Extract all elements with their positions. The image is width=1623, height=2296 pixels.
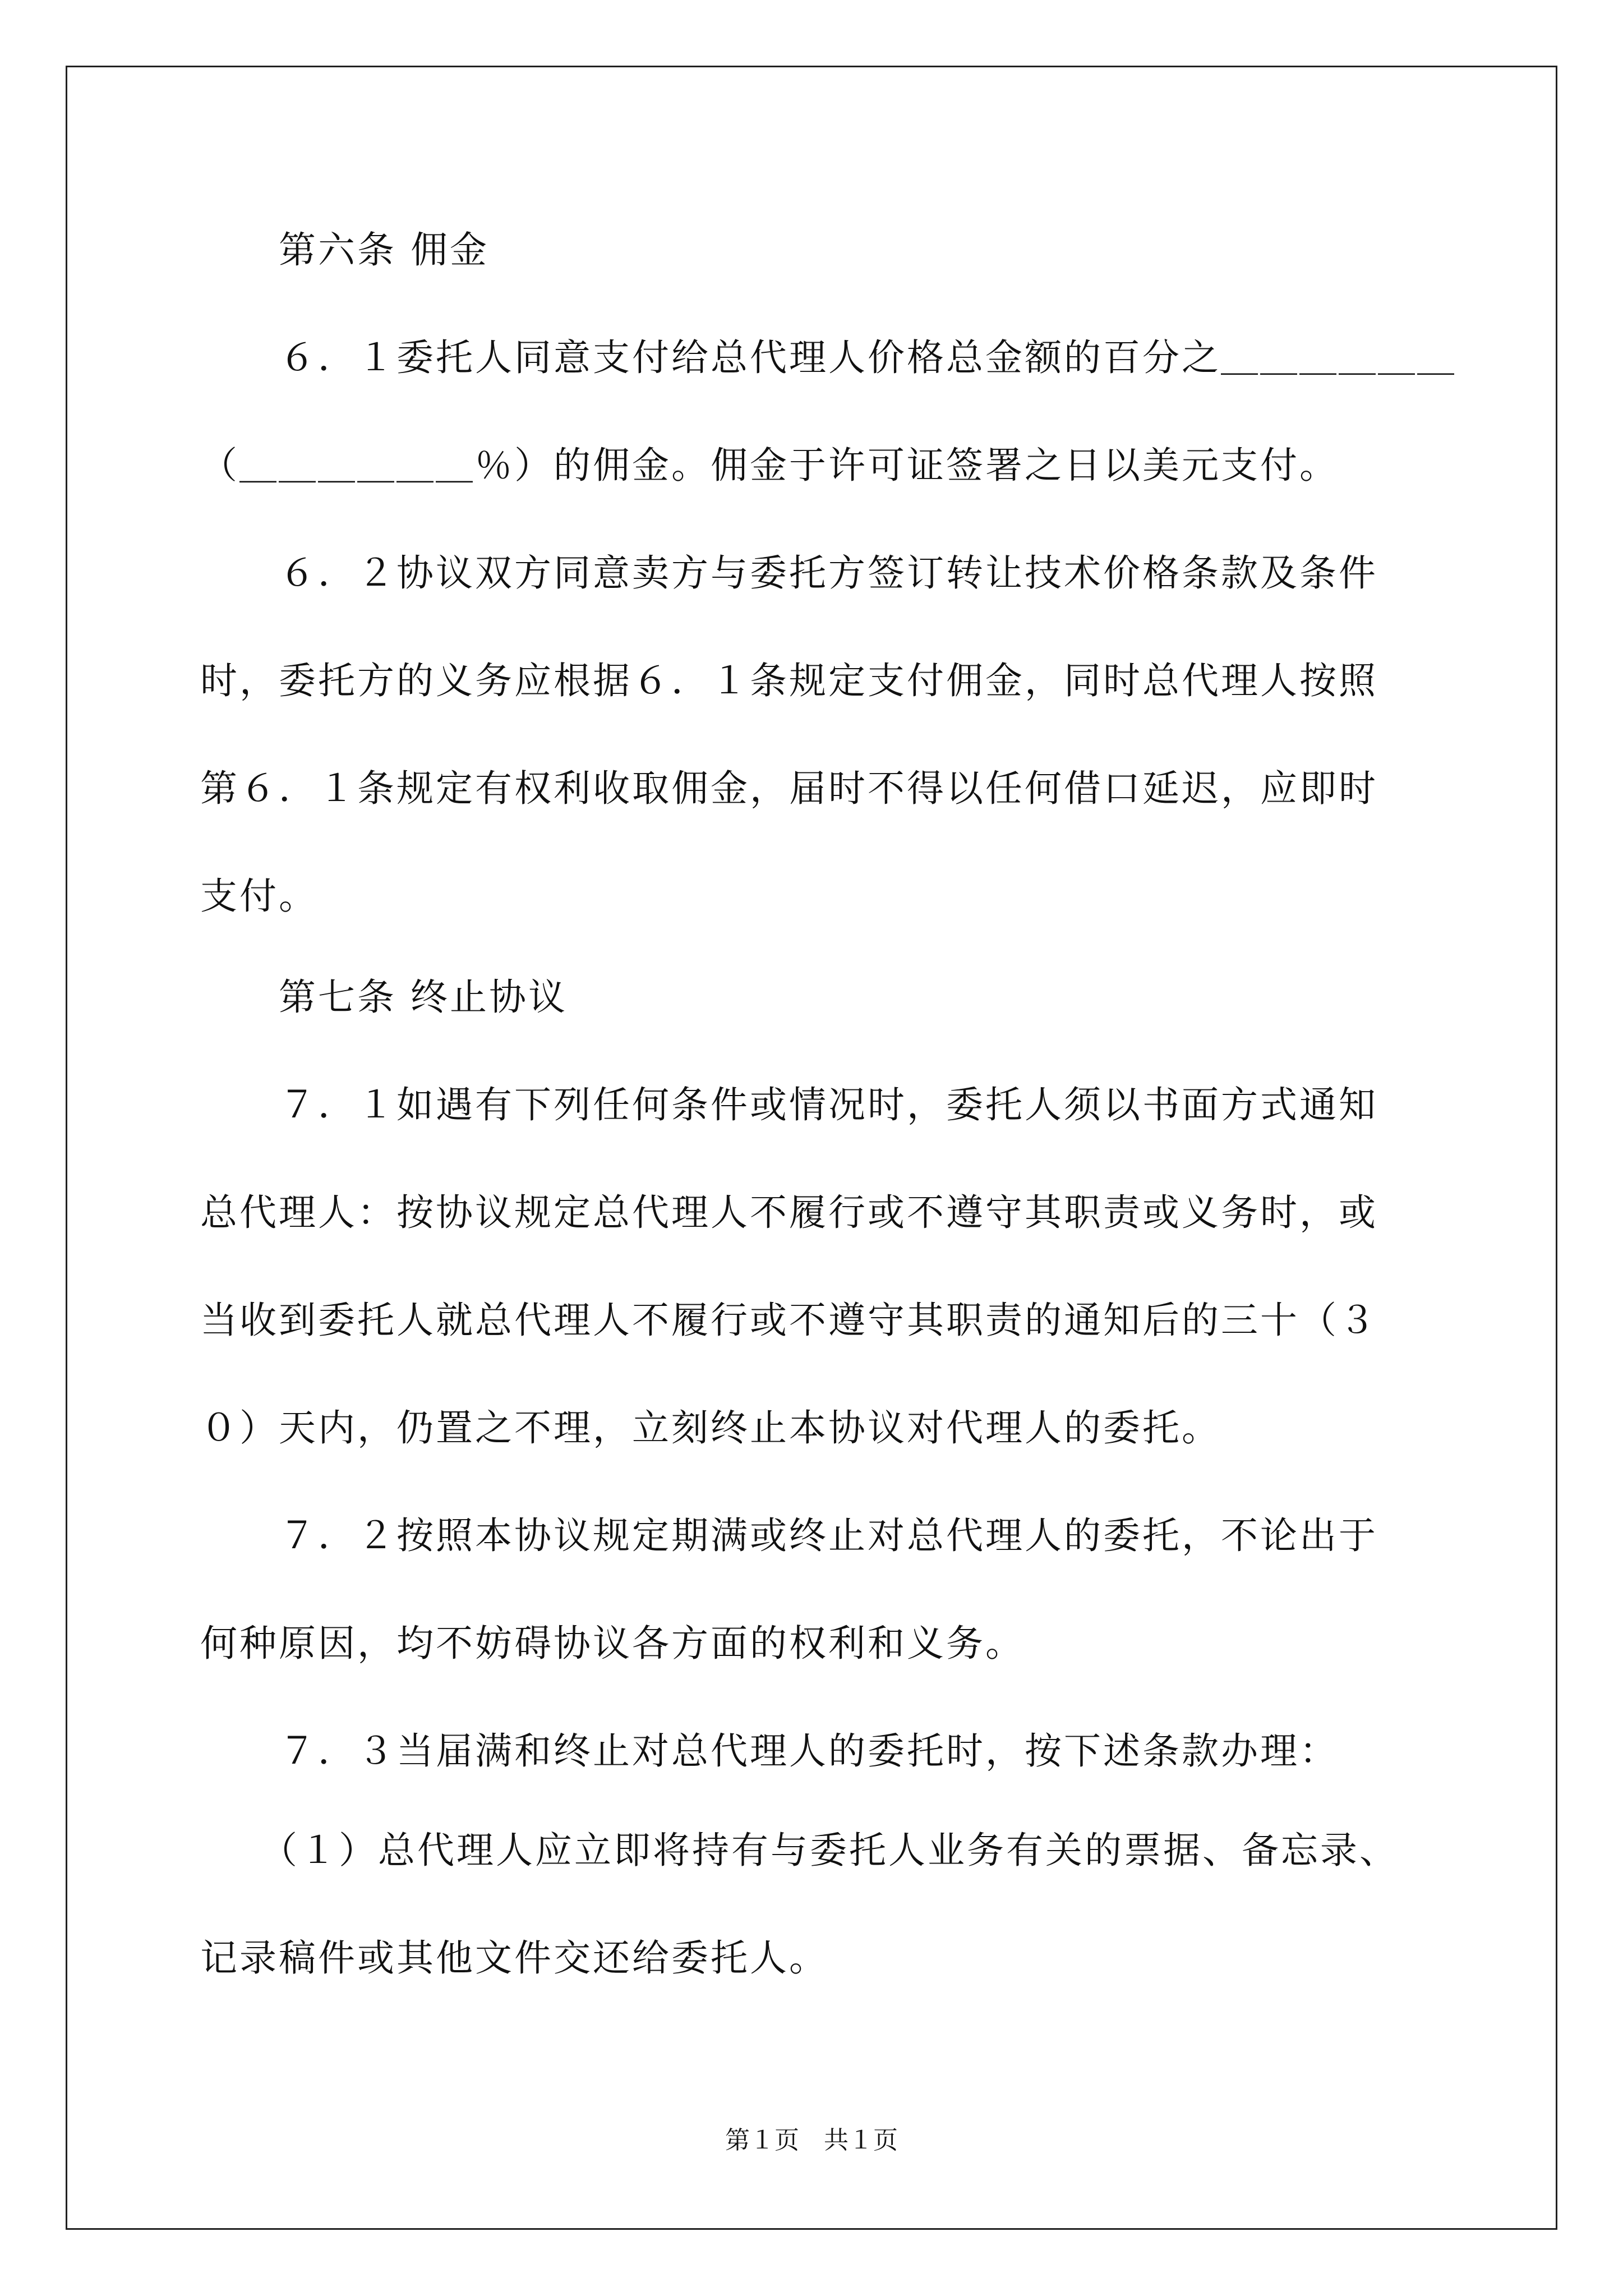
clause-7-1-line-3: 当收到委托人就总代理人不履行或不遵守其职责的通知后的三十（３ — [200, 1299, 1378, 1342]
clause-7-1-line-1: ７．１如遇有下列任何条件或情况时，委托人须以书面方式通知 — [200, 1083, 1378, 1126]
clause-6-2-line-2: 时，委托方的义务应根据６．１条规定支付佣金，同时总代理人按照 — [200, 659, 1378, 702]
clause-6-1-line-1: ６．１委托人同意支付给总代理人价格总金额的百分之＿＿＿＿＿＿ — [200, 336, 1456, 379]
clause-6-2-line-4: 支付。 — [200, 875, 318, 918]
section-6-heading: 第六条 佣金 — [200, 228, 489, 272]
clause-7-2-line-2: 何种原因，均不妨碍协议各方面的权利和义务。 — [200, 1622, 1025, 1665]
clause-7-3-item-1-line-2: 记录稿件或其他文件交还给委托人。 — [200, 1936, 828, 1980]
page-border — [66, 66, 1557, 2230]
section-7-heading: 第七条 终止协议 — [200, 976, 568, 1019]
page-number-footer: 第１页 共１页 — [725, 2126, 898, 2155]
clause-6-2-line-3: 第６．１条规定有权利收取佣金，届时不得以任何借口延迟，应即时 — [200, 767, 1378, 810]
clause-7-1-line-2: 总代理人：按协议规定总代理人不履行或不遵守其职责或义务时，或 — [200, 1191, 1378, 1234]
clause-7-3-item-1-line-1: （１）总代理人应立即将持有与委托人业务有关的票据、备忘录、 — [200, 1829, 1399, 1872]
clause-7-3-line-1: ７．３当届满和终止对总代理人的委托时，按下述条款办理： — [200, 1729, 1339, 1773]
clause-7-1-line-4: ０）天内，仍置之不理，立刻终止本协议对代理人的委托。 — [200, 1406, 1221, 1450]
clause-6-1-line-2: （＿＿＿＿＿＿％）的佣金。佣金于许可证签署之日以美元支付。 — [200, 444, 1339, 487]
clause-6-2-line-1: ６．２协议双方同意卖方与委托方签订转让技术价格条款及条件 — [200, 551, 1378, 595]
clause-7-2-line-1: ７．２按照本协议规定期满或终止对总代理人的委托，不论出于 — [200, 1514, 1378, 1557]
